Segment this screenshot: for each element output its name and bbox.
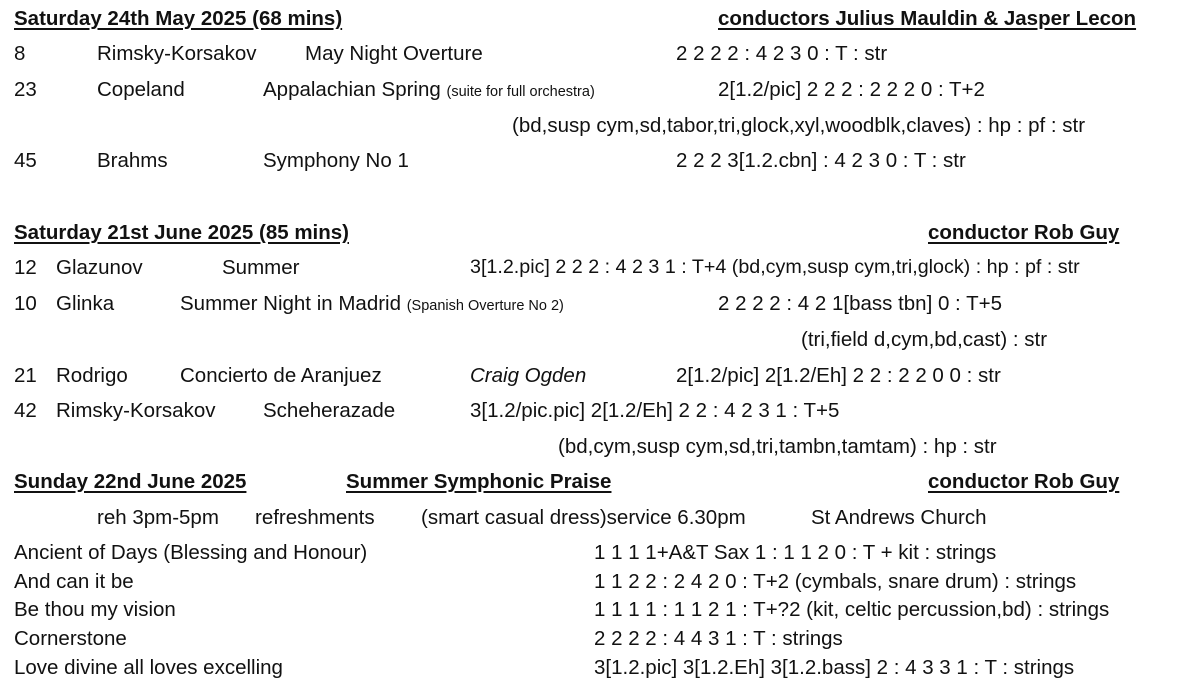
concert2-heading: Saturday 21st June 2025 (85 mins) [14,221,349,244]
row-work-title: Appalachian Spring [263,78,441,101]
row-instrumentation: 2[1.2/pic] 2 2 2 : 2 2 2 0 : T+2 [718,78,985,101]
row-composer: Rimsky-Korsakov [56,399,216,422]
venue: St Andrews Church [811,506,987,529]
row-instrumentation: 2[1.2/pic] 2[1.2/Eh] 2 2 : 2 2 0 0 : str [676,364,1001,387]
row-number: 12 [14,256,37,279]
row-instrumentation: 2 2 2 2 : 4 2 3 0 : T : str [676,42,888,65]
concert1-conductors: conductors Julius Mauldin & Jasper Lecon [718,7,1137,30]
row-work: Cornerstone [14,627,127,650]
row-instrumentation-continued: (tri,field d,cym,bd,cast) : str [801,328,1048,351]
row-number: 10 [14,292,37,315]
row-number: 45 [14,149,37,172]
dress-service-note: (smart casual dress)service 6.30pm [421,506,746,529]
row-number: 8 [14,42,26,65]
row-work: Summer [222,256,300,279]
concert2-conductor: conductor Rob Guy [928,221,1120,244]
rehearsal-time: reh 3pm-5pm [97,506,219,529]
row-work [180,294,564,315]
row-instrumentation: 2 2 2 2 : 4 4 3 1 : T : strings [594,627,843,650]
row-work: Love divine all loves excelling [14,656,283,679]
row-work: Ancient of Days (Blessing and Honour) [14,541,368,564]
row-work [263,80,595,101]
row-work: May Night Overture [305,42,483,65]
row-number: 21 [14,364,37,387]
row-work: Concierto de Aranjuez [180,364,382,387]
refreshments-note: refreshments [255,506,375,529]
row-composer: Glinka [56,292,115,315]
row-instrumentation: 2 2 2 3[1.2.cbn] : 4 2 3 0 : T : str [676,149,966,172]
row-soloist: Craig Ogden [470,364,587,387]
row-work-title: Summer Night in Madrid [180,292,402,315]
row-composer: Glazunov [56,256,143,279]
row-number: 42 [14,399,37,422]
row-instrumentation: 1 1 2 2 : 2 4 2 0 : T+2 (cymbals, snare drum) : strings [594,570,1077,593]
concert3-heading: Sunday 22nd June 2025 [14,470,247,493]
concert3-title: Summer Symphonic Praise [346,470,612,493]
row-instrumentation: 1 1 1 1+A&T Sax 1 : 1 1 2 0 : T + kit : strings [594,541,997,564]
row-number: 23 [14,78,37,101]
row-work: Symphony No 1 [263,149,409,172]
row-instrumentation: 1 1 1 1 : 1 1 2 1 : T+?2 (kit, celtic percussion,bd) : strings [594,598,1110,621]
row-composer: Brahms [97,149,168,172]
row-instrumentation-continued: (bd,cym,susp cym,sd,tri,tambn,tamtam) : hp : str [558,435,997,458]
row-composer: Rimsky-Korsakov [97,42,257,65]
row-work: And can it be [14,570,134,593]
row-work-note: (Spanish Overture No 2) [406,298,564,314]
concert1-heading: Saturday 24th May 2025 (68 mins) [14,7,343,30]
row-instrumentation-continued: (bd,susp cym,sd,tabor,tri,glock,xyl,woodblk,claves) : hp : pf : str [512,114,1086,137]
row-composer: Rodrigo [56,364,128,387]
row-instrumentation: 3[1.2/pic.pic] 2[1.2/Eh] 2 2 : 4 2 3 1 : T+5 [470,399,840,422]
row-instrumentation: 2 2 2 2 : 4 2 1[bass tbn] 0 : T+5 [718,292,1002,315]
row-work-note: (suite for full orchestra) [446,84,595,100]
row-instrumentation: 3[1.2.pic] 2 2 2 : 4 2 3 1 : T+4 (bd,cym,susp cym,tri,glock) : hp : pf : str [470,256,1080,278]
row-instrumentation: 3[1.2.pic] 3[1.2.Eh] 3[1.2.bass] 2 : 4 3 3 1 : T : strings [594,656,1075,679]
row-composer: Copeland [97,78,185,101]
concert3-conductor: conductor Rob Guy [928,470,1120,493]
row-work: Scheherazade [263,399,396,422]
row-work: Be thou my vision [14,598,176,621]
